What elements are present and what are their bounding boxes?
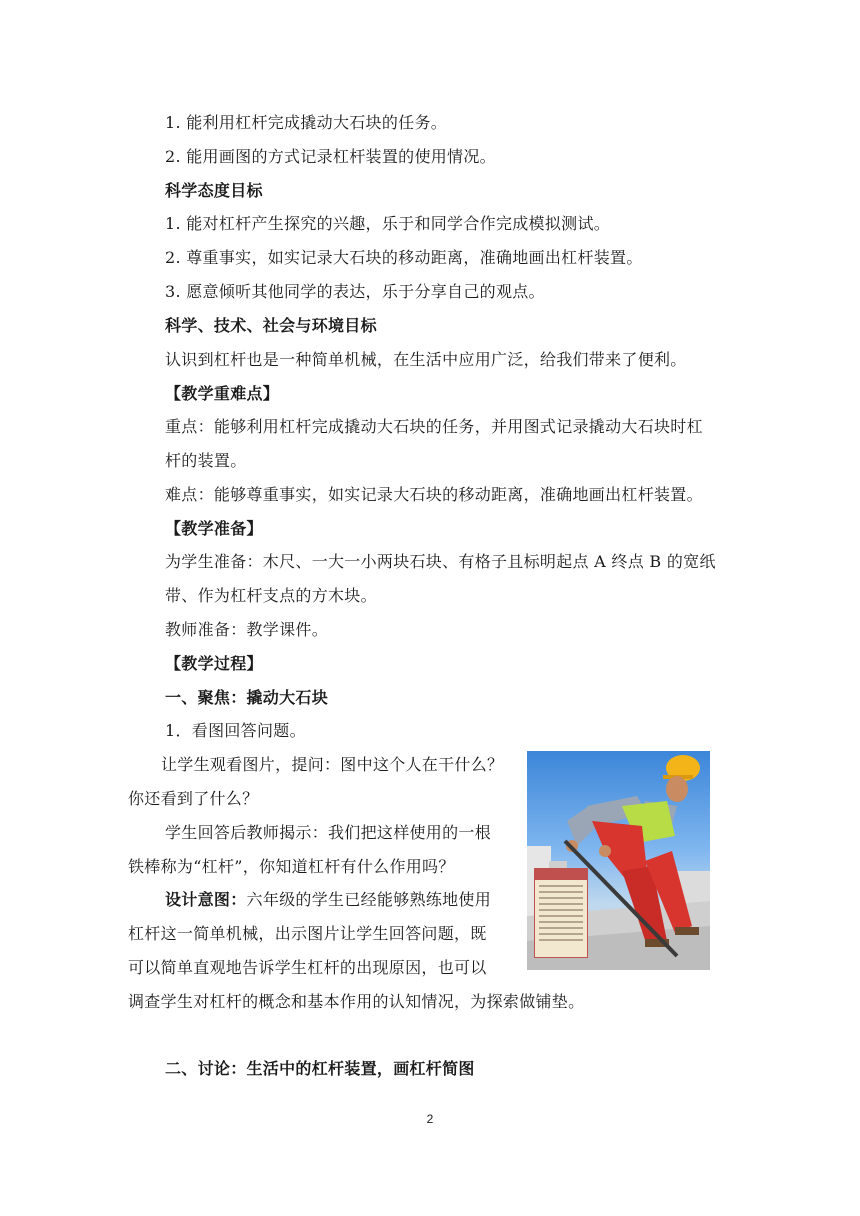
section-heading: 二、讨论：生活中的杠杆装置，画杠杆简图 bbox=[165, 1059, 475, 1078]
text-line: 1. 能对杠杆产生探究的兴趣，乐于和同学合作完成模拟测试。 bbox=[165, 214, 611, 233]
text-line bbox=[165, 890, 491, 910]
worker-lever-photo bbox=[527, 751, 710, 970]
text-line: 1. 能利用杠杆完成撬动大石块的任务。 bbox=[165, 113, 448, 132]
section-heading: 科学态度目标 bbox=[165, 181, 263, 200]
page-number: 2 bbox=[426, 1112, 434, 1126]
text-line: 杆的装置。 bbox=[165, 451, 247, 470]
text-line: 你还看到了什么？ bbox=[128, 789, 259, 808]
text-line: 1．看图回答问题。 bbox=[165, 721, 306, 740]
section-heading: 【教学重难点】 bbox=[165, 384, 280, 403]
text-line: 教师准备：教学课件。 bbox=[165, 620, 329, 639]
text-line: 难点：能够尊重事实，如实记录大石块的移动距离，准确地画出杠杆装置。 bbox=[165, 485, 703, 504]
text-line: 3. 愿意倾听其他同学的表达，乐于分享自己的观点。 bbox=[165, 282, 545, 301]
text-line: 铁棒称为“杠杆”，你知道杠杆有什么作用吗？ bbox=[128, 857, 455, 876]
info-callout bbox=[534, 868, 588, 958]
text-line: 杠杆这一简单机械，出示图片让学生回答问题，既 bbox=[128, 924, 487, 943]
design-intent-text: 六年级的学生已经能够熟练地使用 bbox=[246, 890, 492, 909]
text-line: 2. 尊重事实，如实记录大石块的移动距离，准确地画出杠杆装置。 bbox=[165, 248, 643, 267]
section-heading: 一、聚焦：撬动大石块 bbox=[165, 688, 329, 707]
text-line: 认识到杠杆也是一种简单机械，在生活中应用广泛，给我们带来了便利。 bbox=[165, 350, 687, 369]
text-line: 让学生观看图片，提问：图中这个人在干什么？ bbox=[161, 755, 504, 774]
text-line: 带、作为杠杆支点的方木块。 bbox=[165, 586, 377, 605]
text-line: 为学生准备：木尺、一大一小两块石块、有格子且标明起点 A 终点 B 的宽纸 bbox=[165, 552, 716, 571]
design-intent-label: 设计意图： bbox=[165, 890, 247, 909]
text-line: 学生回答后教师揭示：我们把这样使用的一根 bbox=[165, 823, 492, 842]
text-line: 重点：能够利用杠杆完成撬动大石块的任务，并用图式记录撬动大石块时杠 bbox=[165, 417, 703, 436]
section-heading: 科学、技术、社会与环境目标 bbox=[165, 316, 377, 335]
text-line: 可以简单直观地告诉学生杠杆的出现原因，也可以 bbox=[128, 958, 487, 977]
text-line: 调查学生对杠杆的概念和基本作用的认知情况，为探索做铺垫。 bbox=[128, 992, 585, 1011]
section-heading: 【教学准备】 bbox=[165, 519, 263, 538]
section-heading: 【教学过程】 bbox=[165, 654, 263, 673]
text-line: 2. 能用画图的方式记录杠杆装置的使用情况。 bbox=[165, 147, 496, 166]
